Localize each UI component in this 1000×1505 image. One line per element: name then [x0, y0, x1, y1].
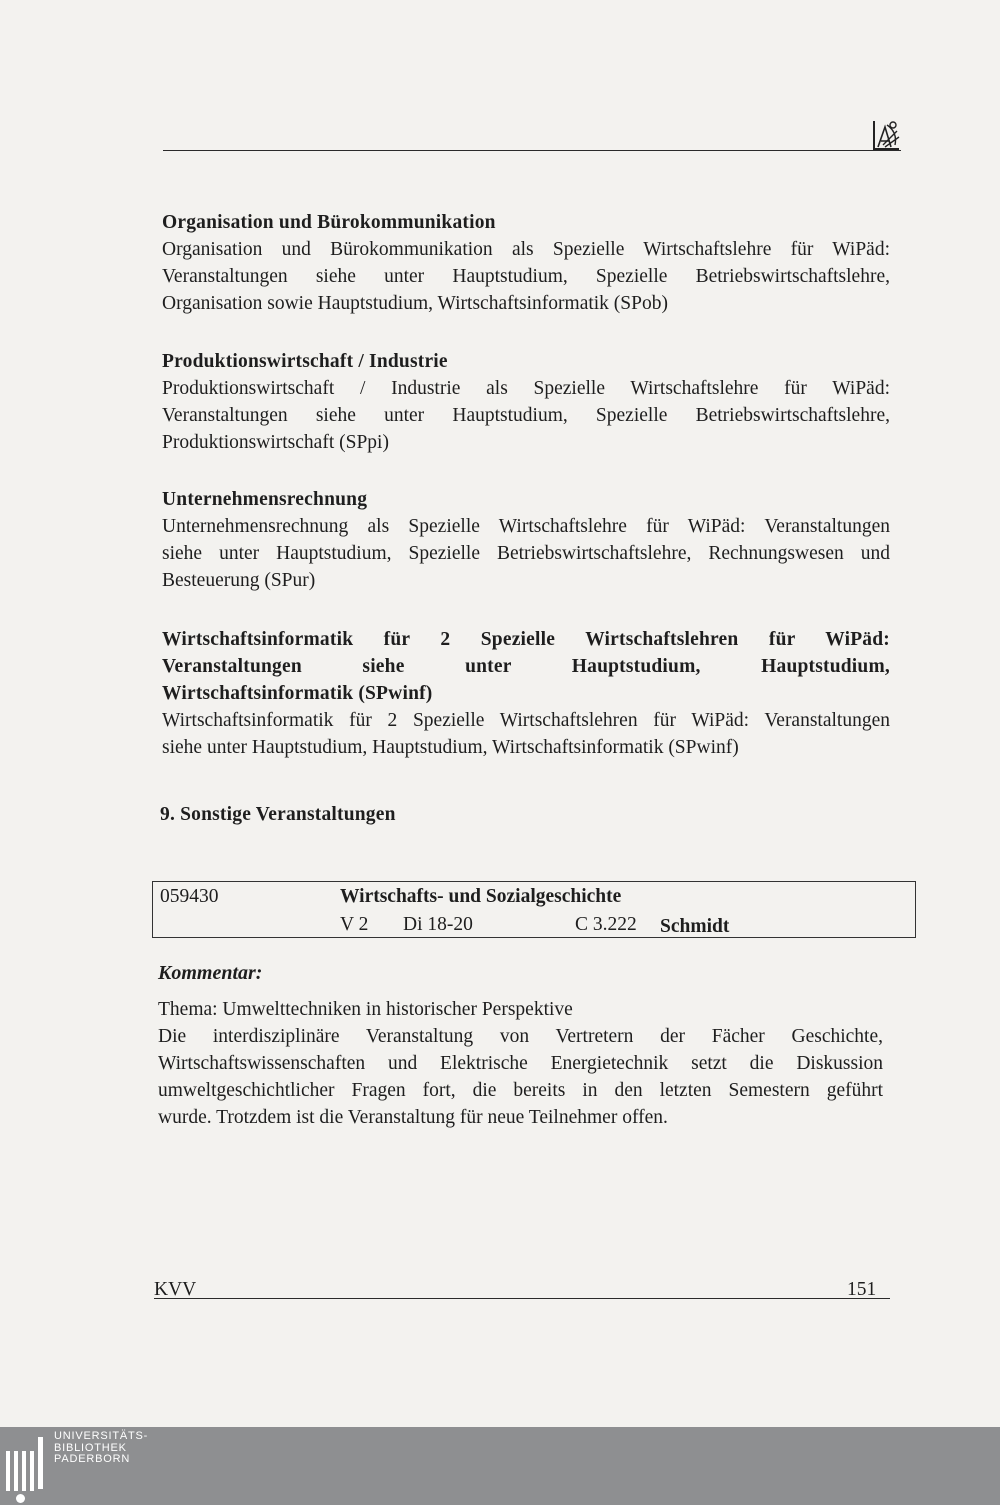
- section-heading: Produktionswirtschaft / Industrie: [162, 351, 448, 372]
- kommentar-line: Wirtschaftswissenschaften und Elektrische Energietechnik setzt die Diskussion: [158, 1053, 883, 1074]
- course-type: V 2: [340, 914, 369, 935]
- kommentar-label: Kommentar:: [158, 962, 263, 984]
- section-line: siehe unter Hauptstudium, Spezielle Betriebswirtschaftslehre, Rechnungswesen und: [162, 543, 890, 564]
- section-wirtschaftsinformatik: [162, 626, 890, 761]
- course-lecturer: Schmidt: [660, 916, 730, 937]
- kommentar-line: wurde. Trotzdem ist die Veranstaltung für neue Teilnehmer offen.: [158, 1107, 668, 1128]
- footer-label: KVV: [154, 1279, 197, 1300]
- section-line: Besteuerung (SPur): [162, 570, 316, 591]
- section-heading: Organisation und Bürokommunikation: [162, 212, 496, 233]
- chapter-heading: 9. Sonstige Veranstaltungen: [160, 804, 396, 825]
- footer-rule: [154, 1298, 890, 1299]
- library-name-line: UNIVERSITÄTS-: [54, 1430, 149, 1442]
- faculty-logo-icon: [869, 117, 903, 153]
- header-rule: [163, 150, 901, 151]
- section-organisation: [162, 209, 890, 317]
- library-name-line: BIBLIOTHEK: [54, 1441, 127, 1454]
- section-line: Produktionswirtschaft (SPpi): [162, 432, 389, 453]
- kommentar-body: [158, 996, 883, 1131]
- course-number: 059430: [160, 886, 219, 907]
- section-line: Produktionswirtschaft / Industrie als Spezielle Wirtschaftslehre für WiPäd:: [162, 378, 890, 399]
- library-bar: [0, 1427, 1000, 1505]
- library-name-line: PADERBORN: [54, 1453, 131, 1465]
- page-number: 151: [847, 1279, 877, 1300]
- section-heading-line: Veranstaltungen siehe unter Hauptstudium, Hauptstudium,: [162, 656, 890, 677]
- course-title: Wirtschafts- und Sozialgeschichte: [340, 886, 622, 907]
- section-produktion: [162, 348, 890, 456]
- library-logo-icon: [6, 1437, 46, 1505]
- section-line: siehe unter Hauptstudium, Hauptstudium, Wirtschaftsinformatik (SPwinf): [162, 737, 739, 758]
- section-line: Unternehmensrechnung als Spezielle Wirtschaftslehre für WiPäd: Veranstaltungen: [162, 516, 890, 537]
- kommentar-line: Thema: Umwelttechniken in historischer Perspektive: [158, 999, 573, 1020]
- section-heading-line: Wirtschaftsinformatik für 2 Spezielle Wirtschaftslehren für WiPäd:: [162, 629, 890, 650]
- section-line: Organisation sowie Hauptstudium, Wirtschaftsinformatik (SPob): [162, 293, 668, 314]
- section-heading: Unternehmensrechnung: [162, 489, 368, 510]
- section-heading-line: Wirtschaftsinformatik (SPwinf): [162, 683, 433, 704]
- section-unternehmensrechnung: [162, 486, 890, 594]
- kommentar-line: umweltgeschichtlicher Fragen fort, die bereits in den letzten Semestern geführt: [158, 1080, 883, 1101]
- course-time: Di 18-20: [403, 914, 473, 935]
- section-line: Organisation und Bürokommunikation als Spezielle Wirtschaftslehre für WiPäd:: [162, 239, 890, 260]
- course-room: C 3.222: [575, 914, 637, 935]
- library-logo-dot: [16, 1494, 25, 1503]
- section-line: Veranstaltungen siehe unter Hauptstudium, Spezielle Betriebswirtschaftslehre,: [162, 266, 890, 287]
- section-line: Wirtschaftsinformatik für 2 Spezielle Wirtschaftslehren für WiPäd: Veranstaltungen: [162, 710, 890, 731]
- kommentar-line: Die interdisziplinäre Veranstaltung von Vertretern der Fächer Geschichte,: [158, 1026, 883, 1047]
- section-line: Veranstaltungen siehe unter Hauptstudium, Spezielle Betriebswirtschaftslehre,: [162, 405, 890, 426]
- library-name: [54, 1431, 148, 1466]
